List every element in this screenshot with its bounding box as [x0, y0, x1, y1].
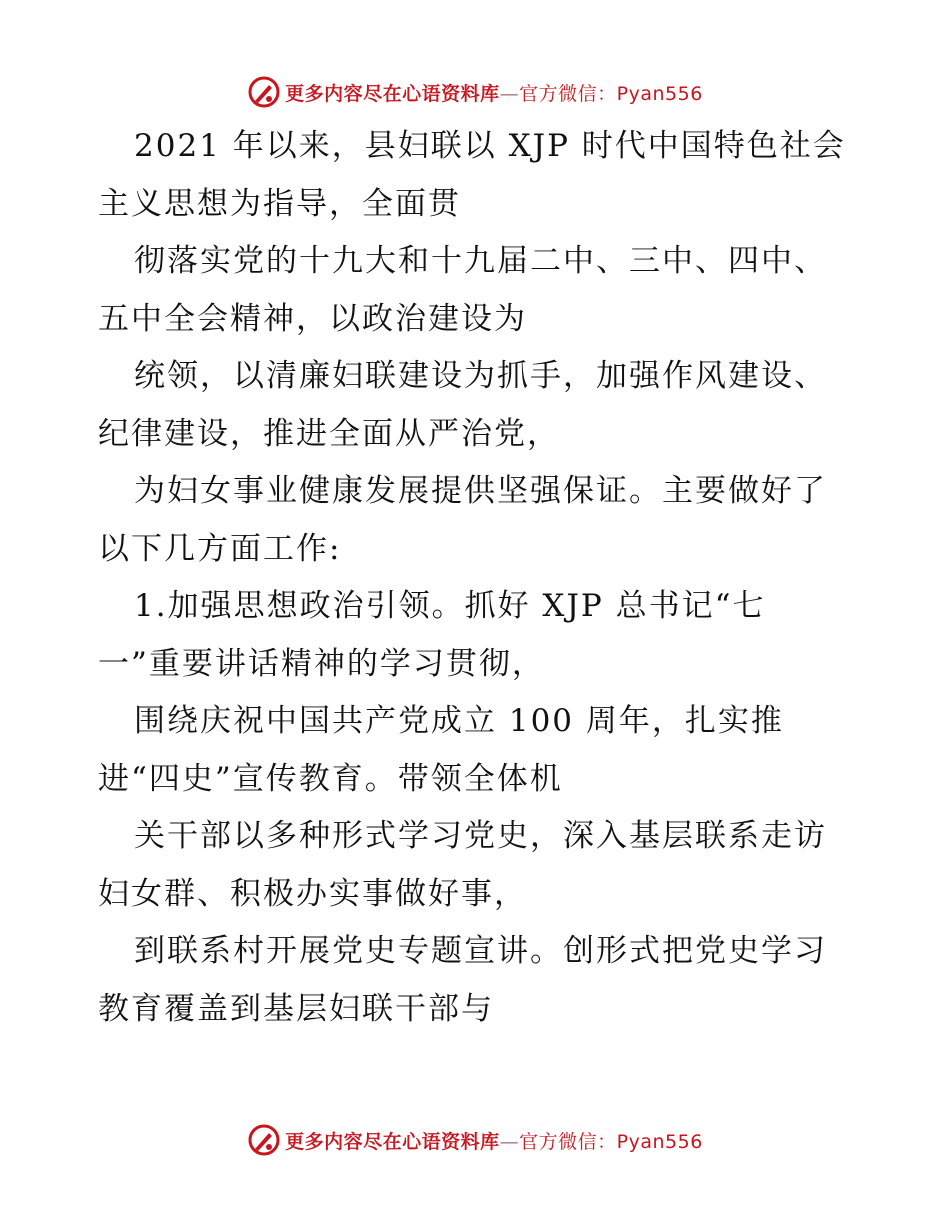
banner-suffix: 官方微信：Pyan556: [519, 1130, 703, 1153]
banner-brand: 更多内容尽在心语资料库: [285, 82, 500, 105]
text-line: 主义思想为指导，全面贯: [98, 185, 461, 222]
text-line: 关干部以多种形式学习党史，深入基层联系走访: [134, 818, 827, 854]
quill-pen-logo-icon: [247, 1123, 281, 1157]
quill-pen-logo-icon: [247, 75, 281, 109]
banner-suffix: 官方微信：Pyan556: [519, 82, 703, 105]
banner-text: [285, 79, 703, 106]
text-line: 五中全会精神，以政治建设为: [98, 300, 527, 337]
text-line: 彻落实党的十九大和十九届二中、三中、四中、: [134, 243, 827, 279]
text-line: 纪律建设，推进全面从严治党，: [98, 415, 560, 452]
text-line: 一”重要讲话精神的学习贯彻，: [98, 645, 545, 682]
text-line: 围绕庆祝中国共产党成立 100 周年，扎实推: [134, 703, 784, 739]
banner-separator: —: [499, 82, 520, 105]
text-line: 1.加强思想政治引领。抓好 XJP 总书记“七: [134, 588, 766, 624]
banner-separator: —: [499, 1130, 520, 1153]
text-line: 为妇女事业健康发展提供坚强保证。主要做好了: [134, 473, 827, 509]
document-body: [98, 118, 878, 1038]
text-line: 妇女群、积极办实事做好事，: [98, 875, 527, 912]
banner-text: [285, 1127, 703, 1154]
text-line: 到联系村开展党史专题宣讲。创形式把党史学习: [134, 933, 827, 969]
text-line: 教育覆盖到基层妇联干部与: [98, 990, 494, 1027]
banner-brand: 更多内容尽在心语资料库: [285, 1130, 500, 1153]
text-line: 以下几方面工作:: [98, 530, 342, 567]
header-watermark-banner: [0, 72, 950, 112]
text-line: 2021 年以来，县妇联以 XJP 时代中国特色社会: [134, 128, 846, 164]
text-line: 进“四史”宣传教育。带领全体机: [98, 760, 563, 797]
footer-watermark-banner: [0, 1120, 950, 1160]
text-line: 统领，以清廉妇联建设为抓手，加强作风建设、: [134, 358, 827, 394]
